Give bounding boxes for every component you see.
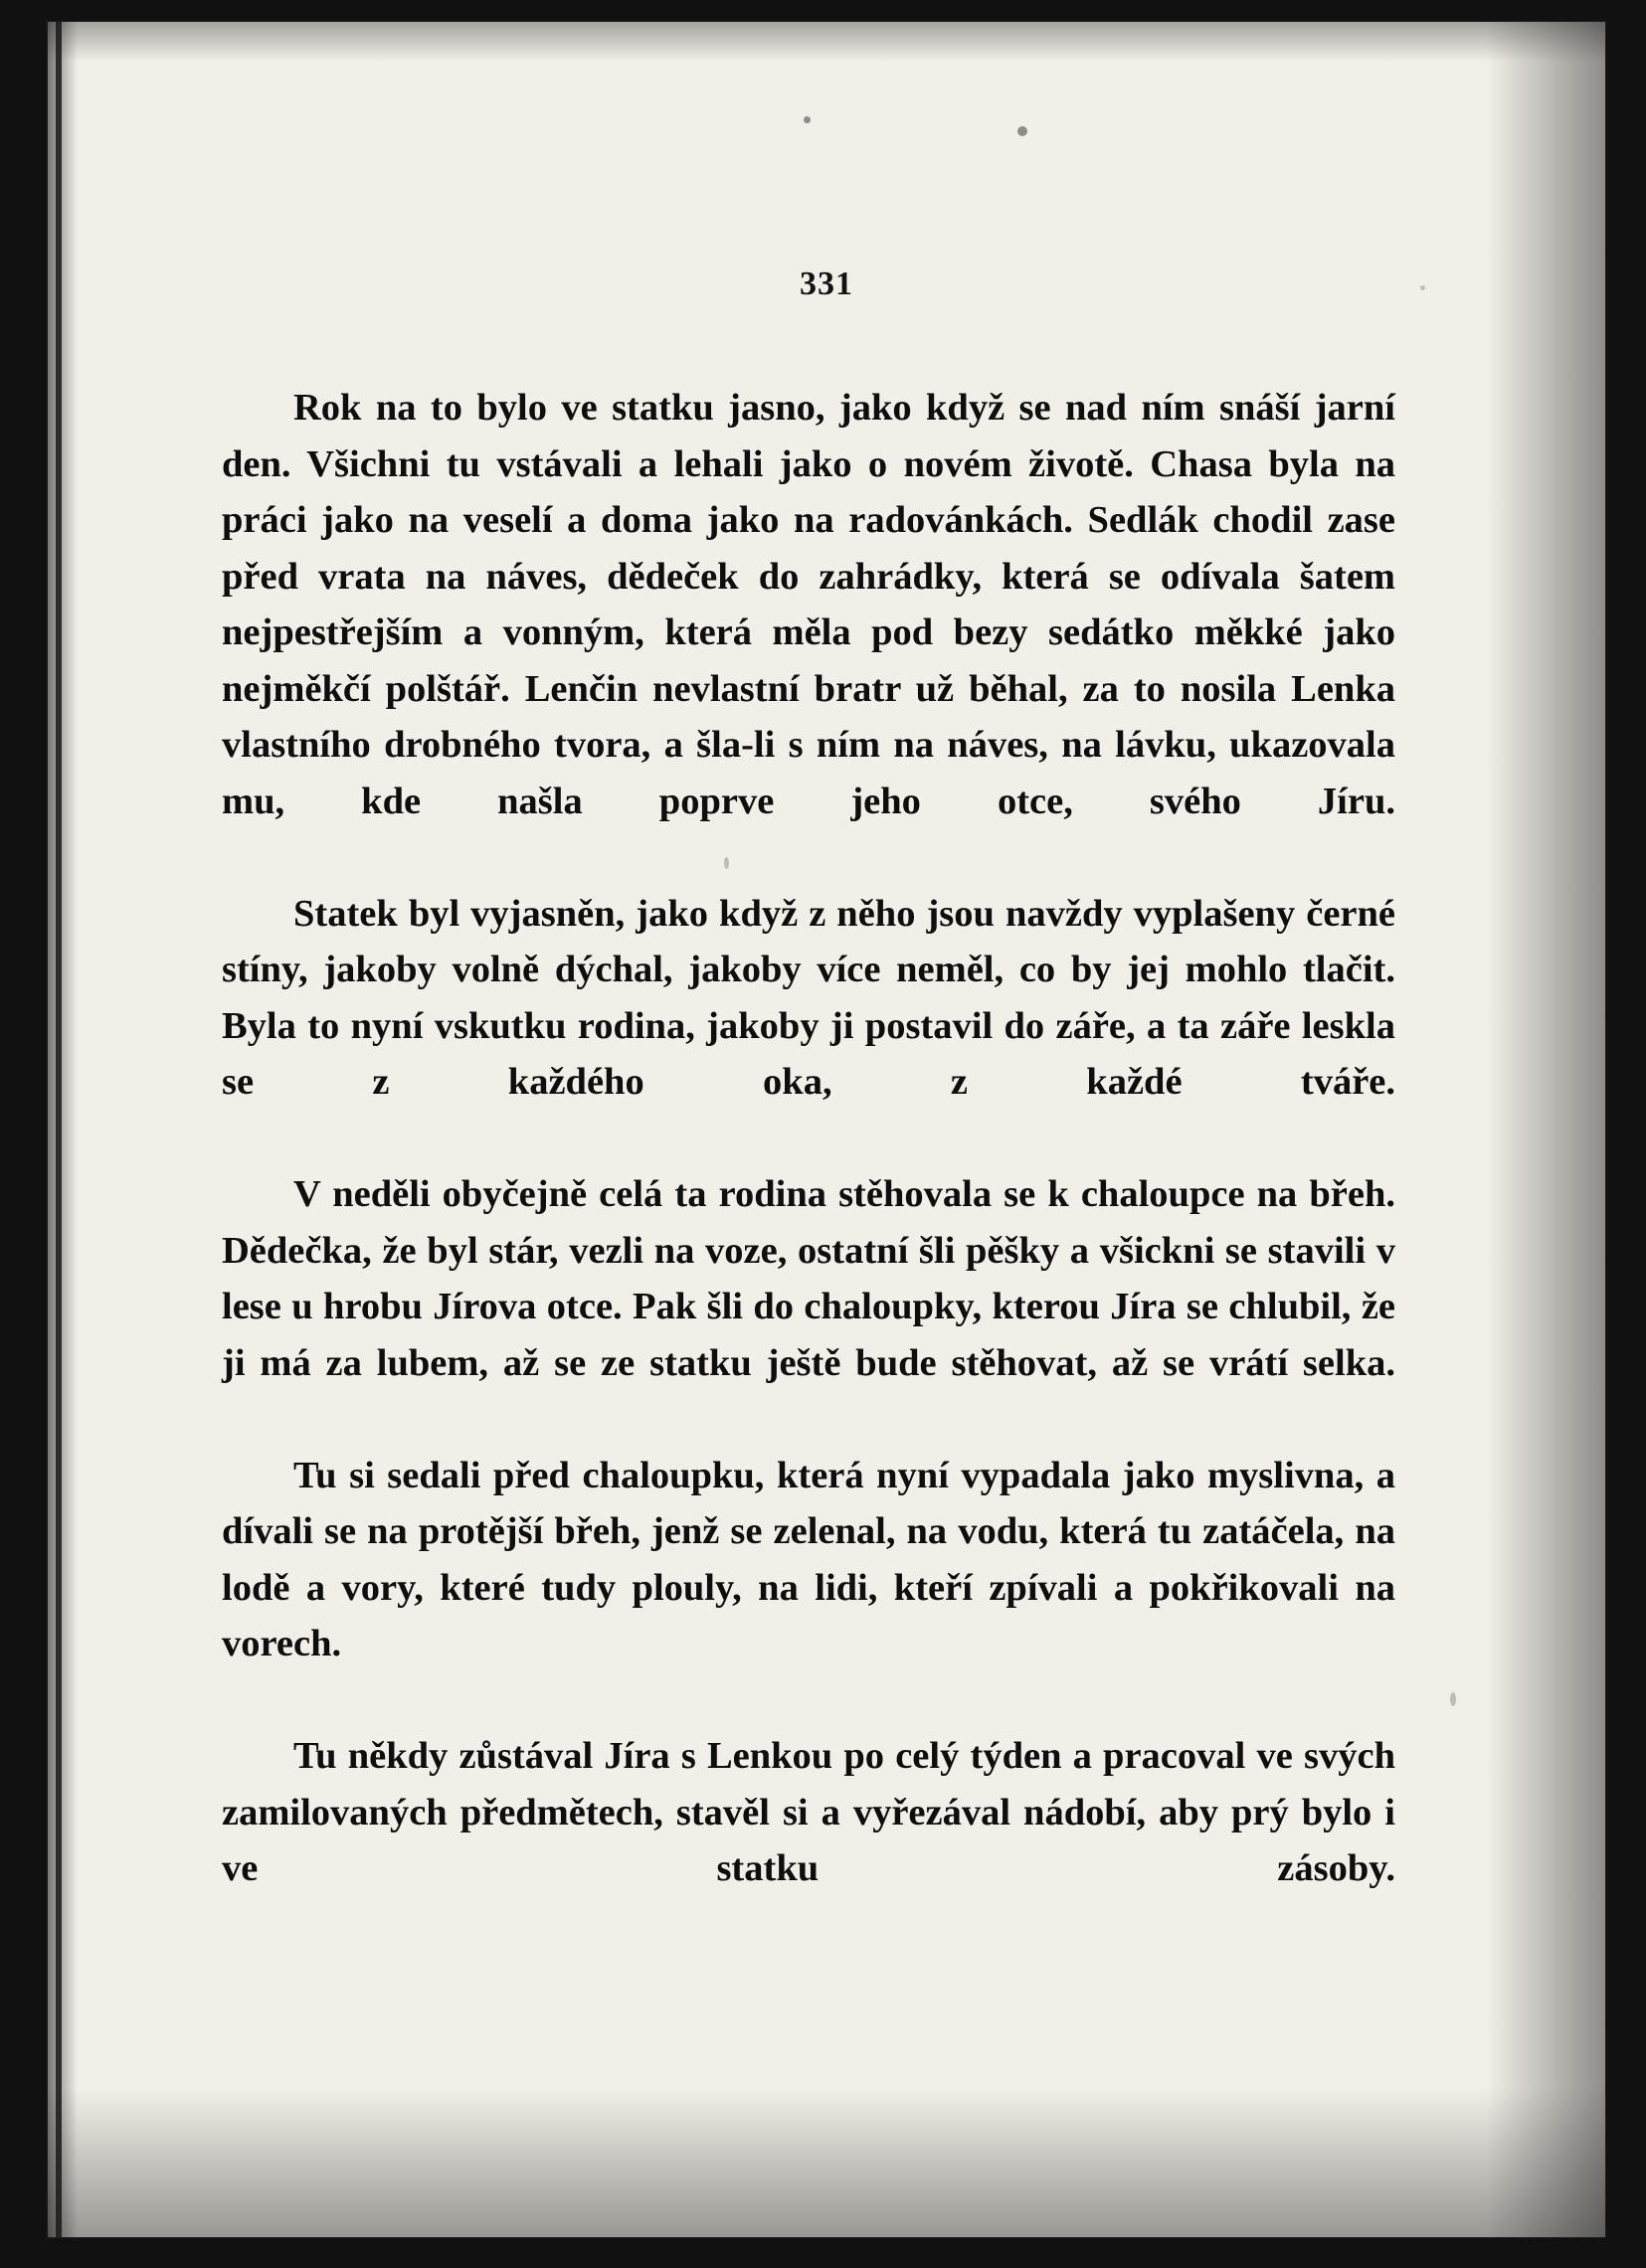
paragraph: Tu někdy zůstával Jíra s Lenkou po celý týden a pracoval ve svých zamilovaných předmětech, stavěl si a vyřezával nádobí, aby prý bylo i ve statku zásoby.	[222, 1735, 1395, 1889]
page-number: 331	[800, 265, 853, 302]
paragraph: Tu si sedali před chaloupku, která nyní vypadala jako myslivna, a dívali se na protější břeh, jenž se zelenal, na vodu, která tu zatáčela, na lodě a vory, které tudy plouly, na lidi, kteří zpívali a pokřikovali na vorech.	[222, 1454, 1395, 1664]
scan-speck	[804, 116, 811, 123]
scan-speck	[1450, 1692, 1456, 1706]
paragraph: Rok na to bylo ve statku jasno, jako když se nad ním snáší jarní den. Všichni tu vstávali a lehali jako o novém životě. Chasa byla na práci jako na veselí a doma jako na radovánkách. Sedlák chodil zase před vrata na náves, dědeček do zahrádky, která se odívala šatem nejpestřejším a vonným, která měla pod bezy sedátko měkké jako nejměkčí polštář. Lenčin nevlastní bratr už běhal, za to nosila Lenka vlastního drobného tvora, a šla-li s ním na náves, na lávku, ukazovala mu, kde našla poprve jeho otce, svého Jíru.	[222, 387, 1395, 822]
scan-speck	[1017, 126, 1027, 136]
paragraph: Statek byl vyjasněn, jako když z něho jsou navždy vyplašeny černé stíny, jakoby volně dýchal, jakoby více neměl, co by jej mohlo tlačit. Byla to nyní vskutku rodina, jakoby ji postavil do záře, a ta záře leskla se z každého oka, z každé tváře.	[222, 892, 1395, 1103]
paper-surface	[48, 22, 1605, 2237]
body-text	[222, 380, 1395, 1953]
paragraph: V neděli obyčejně celá ta rodina stěhovala se k chaloupce na břeh. Dědečka, že byl stár, vezli na voze, ostatní šli pěšky a všickni se stavili v lese u hrobu Jírova otce. Pak šli do chaloupky, kterou Jíra se chlubil, že ji má za lubem, až se ze statku ještě bude stěhovat, až se vrátí selka.	[222, 1173, 1395, 1384]
